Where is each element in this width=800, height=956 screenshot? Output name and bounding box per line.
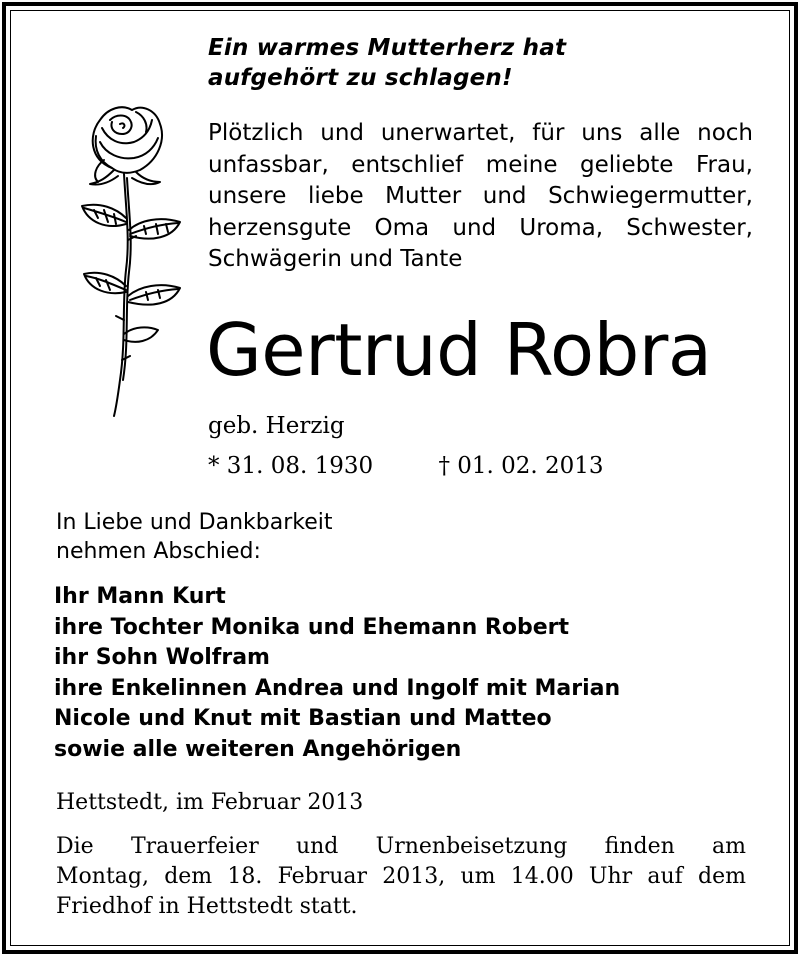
announcement-line: Plötzlich und unerwartet, für uns alle noch (208, 120, 753, 146)
mourner-line: ihre Tochter Monika und Ehemann Robert (54, 614, 570, 640)
mourners-list (54, 582, 620, 765)
birth-name: geb. Herzig (208, 413, 345, 439)
place-date: Hettstedt, im Februar 2013 (56, 790, 364, 815)
deceased-name: Gertrud Robra (206, 308, 712, 392)
announcement-line: unfassbar, entschlief meine geliebte Frau, (208, 151, 753, 178)
mourner-line: ihre Enkelinnen Andrea und Ingolf mit Marian (54, 675, 621, 701)
mourner-line: sowie alle weiteren Angehörigen (54, 736, 462, 762)
motto (208, 33, 566, 93)
motto-line: Ein warmes Mutterherz hat (208, 35, 567, 61)
life-dates (208, 453, 604, 479)
birth-date: * 31. 08. 1930 (208, 453, 374, 479)
mourner-line: Ihr Mann Kurt (54, 584, 226, 609)
service-info (56, 832, 746, 922)
service-line: Friedhof in Hettstedt statt. (56, 894, 358, 919)
death-date: † 01. 02. 2013 (438, 453, 604, 479)
announcement-line: herzensgute Oma und Uroma, Schwester, (208, 214, 753, 241)
farewell-line: nehmen Abschied: (56, 539, 261, 564)
farewell-text (56, 508, 333, 566)
motto-line: aufgehört zu schlagen! (208, 65, 513, 91)
service-line: Montag, dem 18. Februar 2013, um 14.00 Uhr auf dem (56, 864, 746, 889)
service-line: Die Trauerfeier und Urnenbeisetzung finden am (56, 834, 746, 859)
announcement-line: unsere liebe Mutter und Schwiegermutter, (208, 183, 753, 209)
rose-icon (60, 90, 195, 420)
announcement-text (208, 118, 753, 276)
mourner-line: Nicole und Knut mit Bastian und Matteo (54, 706, 552, 731)
mourner-line: ihr Sohn Wolfram (54, 645, 270, 670)
farewell-line: In Liebe und Dankbarkeit (56, 510, 333, 535)
announcement-line: Schwägerin und Tante (208, 246, 463, 272)
